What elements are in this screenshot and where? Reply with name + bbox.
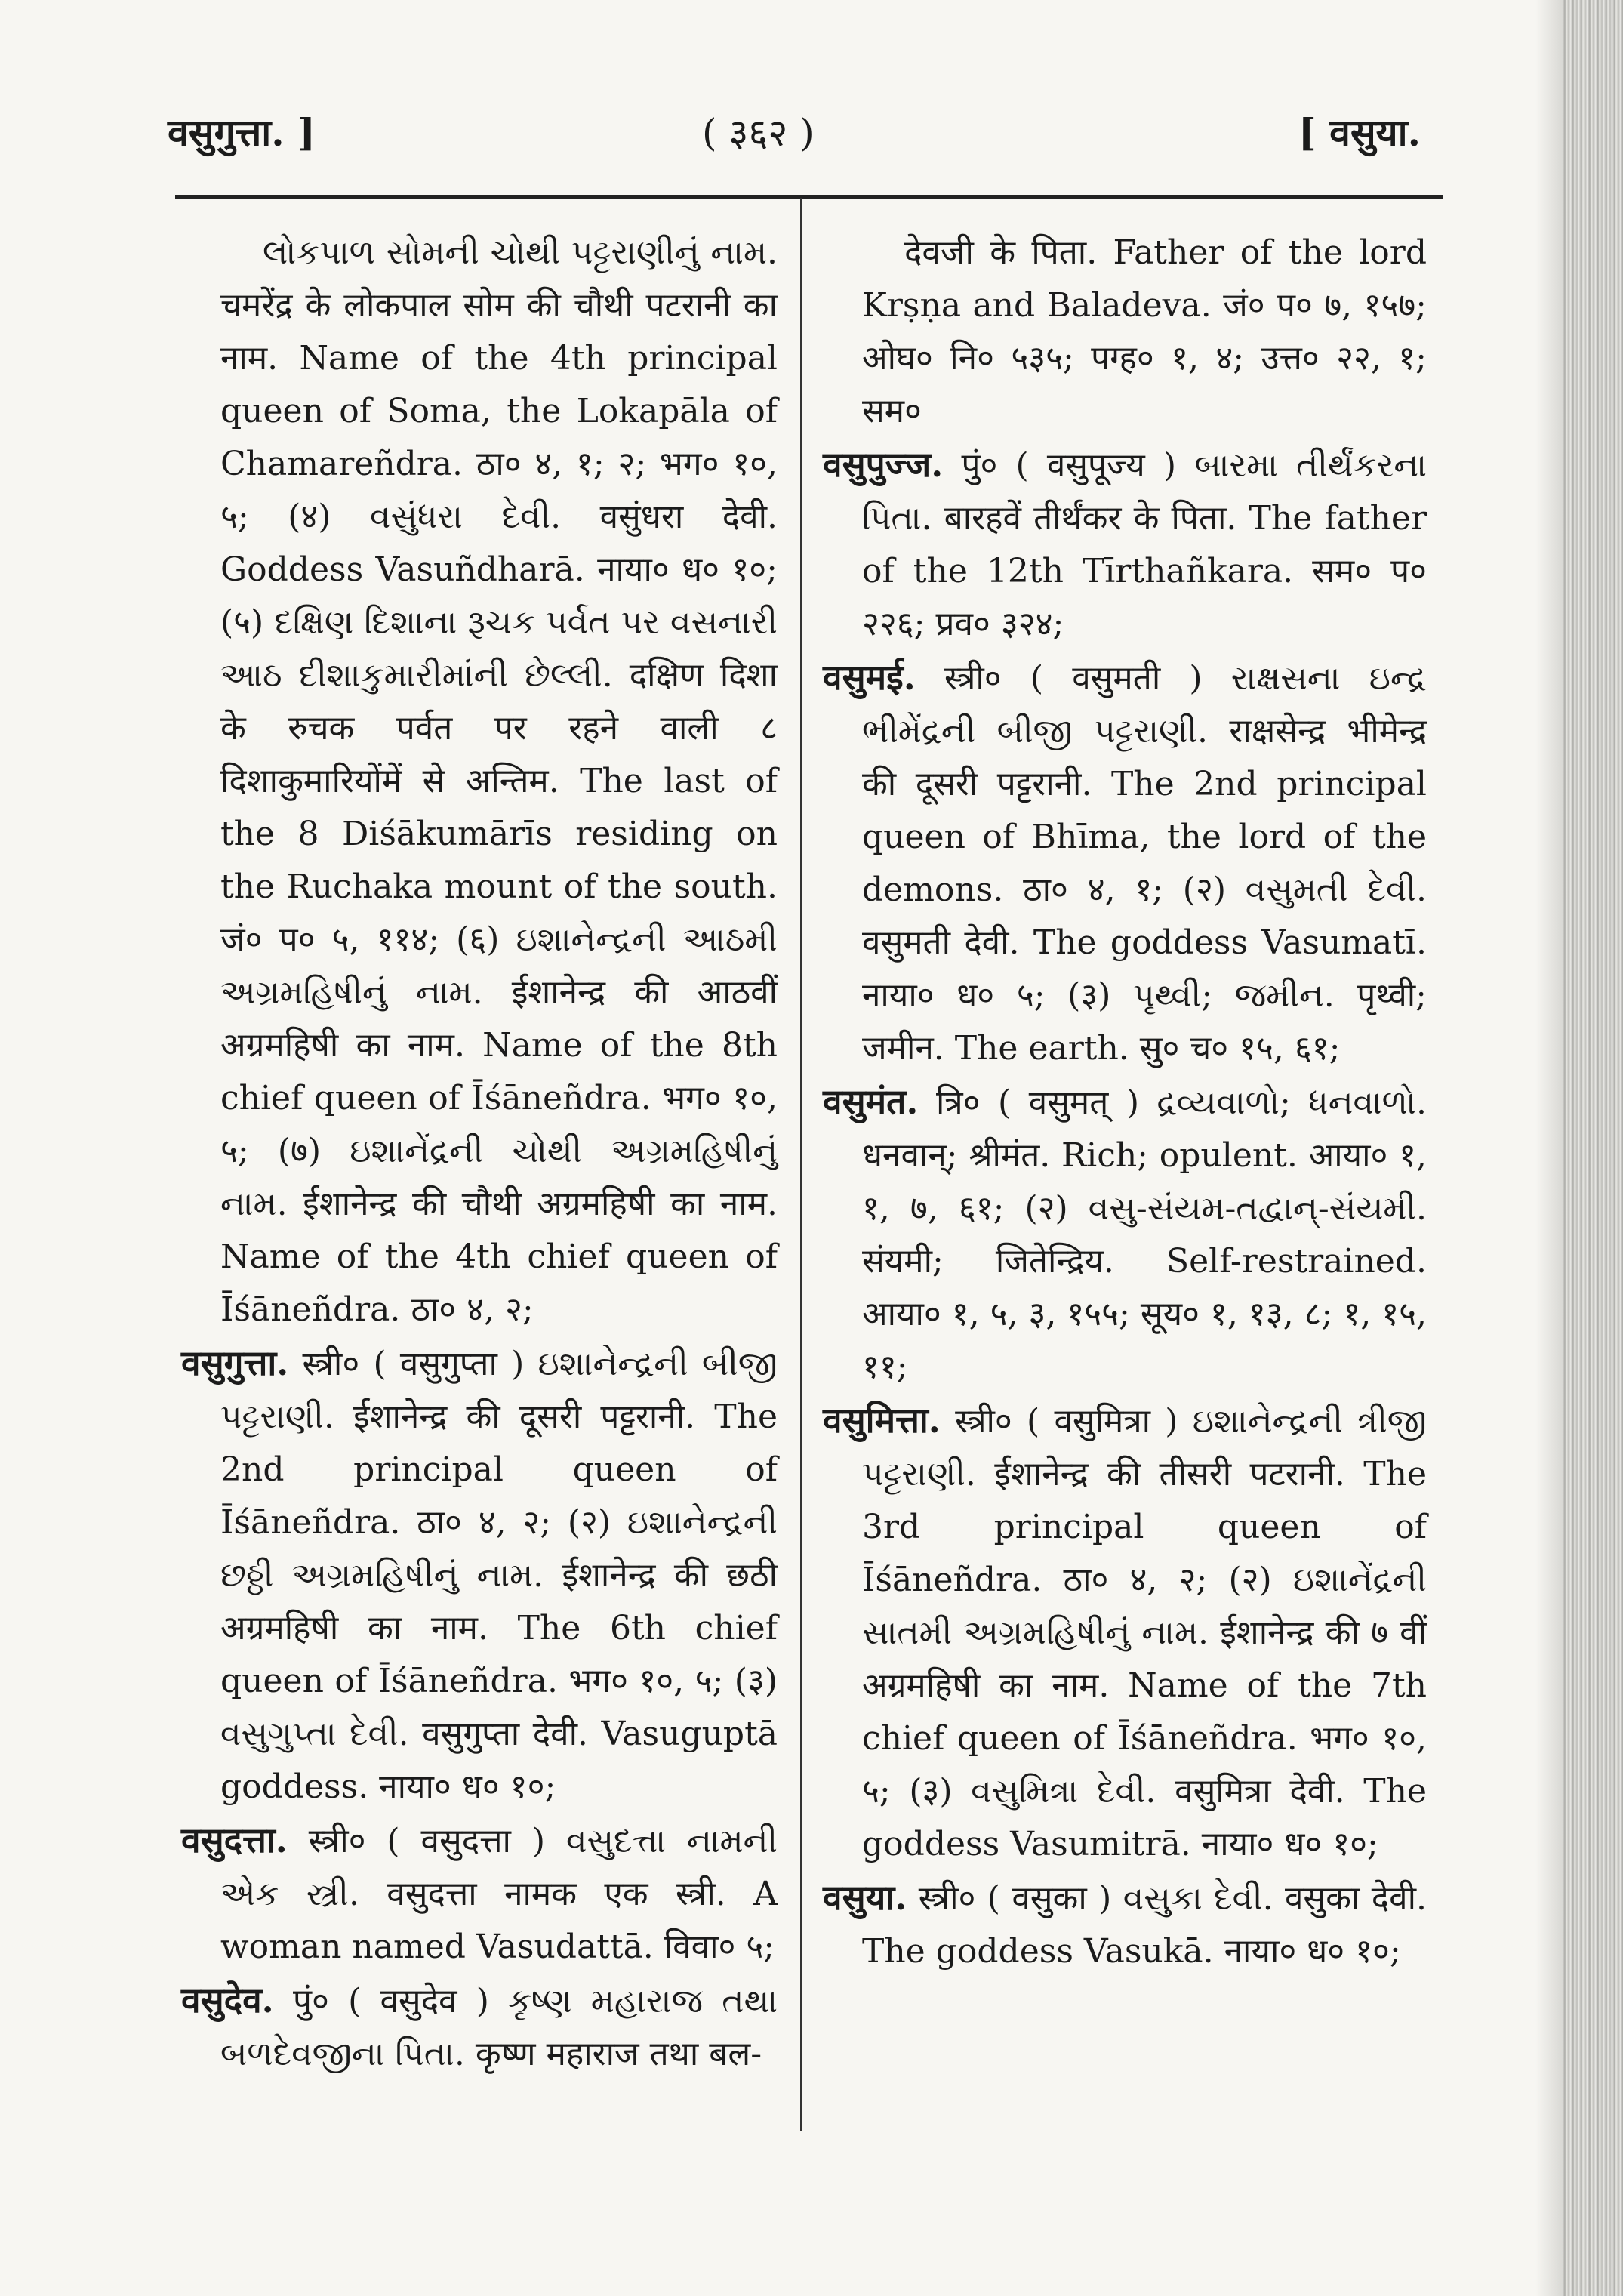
- dictionary-entry: [823, 227, 1427, 438]
- right-column: [823, 227, 1427, 1978]
- page-number: ( ३६२ ): [702, 111, 815, 155]
- entry-headword: वसुपुज्ज.: [823, 444, 944, 485]
- entry-text: स्त्री० ( वसुगुप्ता ) ઇશાનેન્દ્રની બીજી પટ્ટરાણી. ईशानेन्द्र की दूसरी पट्टरानी. The 2nd principal queen of Īśāneñdra. ठा० ४, २; (२) ઇશાનેન્દ્રની છઠ્ઠી અગ્રમહિષીનું નામ. ईशानेन्द्र की छठी अग्रमहिषी का नाम. The 6th chief queen of Īśāneñdra. भग० १०, ५; (३) વસુગુપ્તા દેવી. वसुगुप्ता देवी. Vasuguptā goddess. नाया० ध० १०;: [220, 1345, 778, 1806]
- entry-text: त्रि० ( वसुमत् ) દ્રવ્યવાળો; ધનવાળો. धनवान्; श्रीमंत. Rich; opulent. आया० १, १, ७, ६१; (२) વસુ-સંયમ-તદ્વાન્-સંયમી. संयमी; जितेन्द्रिय. Self-restrained. आया० १, ५, ३, १५५; सूय० १, १३, ८; १, १५, ११;: [862, 1083, 1427, 1386]
- entry-text: स्त्री० ( वसुका ) વસુકા દેવી. वसुका देवी. The goddess Vasukā. नाया० ध० १०;: [862, 1879, 1427, 1971]
- entry-headword: वसुमित्ता.: [823, 1400, 941, 1441]
- binding-edge: [1563, 0, 1623, 2296]
- dictionary-entry: [181, 1336, 778, 1814]
- page-header: [0, 106, 1623, 166]
- entry-headword: वसुदत्ता.: [181, 1820, 288, 1860]
- dictionary-entry: [823, 1871, 1427, 1978]
- entry-text: पुं० ( वसुपूज्य ) બારમા તીર્થંકરના પિતા. बारहवें तीर्थंकर के पिता. The father of the 12th Tīrthañkara. सम० प० २२६; प्रव० ३२४;: [862, 446, 1427, 643]
- running-head-left: वसुगुत्ता. ]: [168, 110, 316, 155]
- dictionary-entry: [181, 1974, 778, 2081]
- dictionary-entry: [823, 438, 1427, 651]
- entry-headword: वसुमई.: [823, 657, 916, 698]
- header-rule: [175, 195, 1443, 199]
- dictionary-entry: [823, 1394, 1427, 1871]
- entry-headword: वसुया.: [823, 1877, 907, 1918]
- binding-shadow: [1535, 0, 1563, 2296]
- running-head-right: [ वसुया.: [1298, 110, 1421, 155]
- entry-headword: वसुदेव.: [181, 1980, 274, 2020]
- column-divider: [800, 198, 802, 2131]
- dictionary-entry: [181, 227, 778, 1336]
- entry-text: स्त्री० ( वसुमती ) રાક્ષસના ઇન્દ્ર ભીમેંદ્રની બીજી પટ્ટરાણી. राक्षसेन्द्र भीमेन्द्र की दूसरी पट्टरानी. The 2nd principal queen of Bhīma, the lord of the demons. ठा० ४, १; (२) વસુમતી દેવી. वसुमती देवी. The goddess Vasumatī. नाया० ध० ५; (३) પૃથ્વી; જમીન. पृथ्वी; जमीन. The earth. सु० च० १५, ६१;: [862, 659, 1427, 1068]
- dictionary-entry: [181, 1814, 778, 1974]
- entry-text: स्त्री० ( वसुदत्ता ) વસુદત્તા નામની એક સ્ત્રી. वसुदत्ता नामक एक स्त्री. A woman named Vasudattā. विवा० ५;: [220, 1822, 778, 1966]
- entry-text: स्त्री० ( वसुमित्रा ) ઇશાનેન્દ્રની ત્રીજી પટ્ટરાણી. ईशानेन्द्र की तीसरी पटरानी. The 3rd principal queen of Īśāneñdra. ठा० ४, २; (२) ઇશાનેંદ્રની સાતમી અગ્રમહિષીનું નામ. ईशानेन्द्र की ७ वीं अग्रमहिषी का नाम. Name of the 7th chief queen of Īśāneñdra. भग० १०, ५; (३) વસુમિત્રા દેવી. वसुमित्रा देवी. The goddess Vasumitrā. नाया० ध० १०;: [862, 1402, 1427, 1863]
- left-column: [181, 227, 778, 2081]
- dictionary-entry: [823, 651, 1427, 1075]
- entry-headword: वसुमंत.: [823, 1081, 919, 1122]
- entry-text: पुं० ( वसुदेव ) કૃષ્ણ મહારાજ તથા બળદેવજીના પિતા. कृष्ण महाराज तथा बल-: [220, 1982, 778, 2073]
- entry-text: देवजी के पिता. Father of the lord Krṣṇa and Baladeva. जं० प० ७, १५७; ओघ० नि० ५३५; पग्ह० १, ४; उत्त० २२, १; सम०: [862, 233, 1427, 430]
- entry-headword: वसुगुत्ता.: [181, 1342, 289, 1383]
- dictionary-entry: [823, 1075, 1427, 1394]
- entry-text: લોકપાળ સોમની ચોથી પટ્ટરાણીનું નામ. चमरेंद्र के लोकपाल सोम की चौथी पटरानी का नाम. Name of the 4th principal queen of Soma, the Lokapāla of Chamareñdra. ठा० ४, १; २; भग० १०, ५; (४) વસુંધરા દેવી. वसुंधरा देवी. Goddess Vasuñdharā. नाया० ध० १०; (५) દક્ષિણ દિશાના રૂચક પર્વત પર વસનારી આઠ દીશાકુમારીમાંની છેલ્લી. दक्षिण दिशा के रुचक पर्वत पर रहने वाली ८ दिशाकुमारियोंमें से अन्तिम. The last of the 8 Diśākumārīs residing on the Ruchaka mount of the south. जं० प० ५, ११४; (६) ઇશાનેન્દ્રની આઠમી અગ્રમહિષીનું નામ. ईशानेन्द्र की आठवीं अग्रमहिषी का नाम. Name of the 8th chief queen of Īśāneñdra. भग० १०, ५; (७) ઇશાનેંદ્રની ચોથી અગ્રમહિષીનું નામ. ईशानेन्द्र की चौथी अग्रमहिषी का नाम. Name of the 4th chief queen of Īśāneñdra. ठा० ४, २;: [220, 233, 778, 1329]
